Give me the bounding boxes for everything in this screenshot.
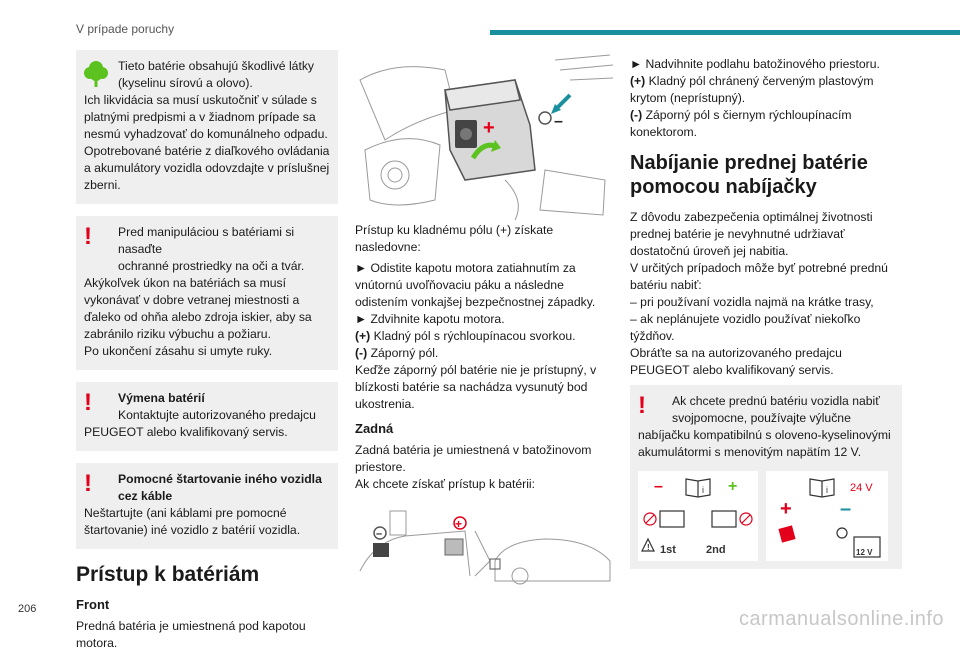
label-2nd: 2nd [706,544,726,556]
right-text-p6: – pri používaní vozidla najmä na krátke trasy, [630,295,874,309]
subsection-rear: Zadná [355,421,394,436]
svg-text:+: + [728,478,738,495]
mid-text-p1: Prístup ku kladnému pólu (+) získate nasledovne: [355,223,554,254]
label-24v: 24 V [850,482,873,494]
label-1st: 1st [660,544,676,556]
section-title-charging: Nabíjanie prednej batérie pomocou nabíjačky [630,152,868,198]
svg-text:i: i [702,485,704,495]
mid-text-p3: ► Zdvihnite kapotu motora. [355,312,505,326]
warning-box3-title1: Pomocné štartovanie iného vozidla [118,472,322,486]
negative-pole-text: Záporný pól. [367,346,439,360]
right-text-p8: Obráťte sa na autorizovaného predajcu PEUGEOT alebo kvalifikovaný servis. [630,346,842,377]
charger-panel-right [766,471,888,561]
eco-info-box [76,50,338,204]
charger-warning-line2: svojpomocne, používajte výlučne [672,411,851,425]
warning-box-protection [76,216,338,370]
right-text-p2 [630,73,902,107]
positive-pole-text: Kladný pól s rýchloupínacou svorkou. [370,329,576,343]
rear-negative-label: (-) [630,108,643,122]
right-text-p5: V určitých prípadoch môže byť potrebné prednú batériu nabiť: [630,261,888,292]
right-text-p7: – ak neplánujete vozidlo používať niekoľko týždňov. [630,312,861,343]
label-12v: 12 V [856,548,873,557]
svg-text:–: – [654,478,663,495]
front-text: Predná batéria je umiestnená pod kapotou motora. [76,619,306,650]
warning-box2-text: PEUGEOT alebo kvalifikovaný servis. [84,425,288,439]
section-title-battery-access: Prístup k batériám [76,563,260,586]
warning-box-battery-replacement [76,382,338,451]
eco-box-text: Ich likvidácia sa musí uskutočniť v súlade s platnými predpismi a v žiadnom prípade sa nesmú vyhadzovať do komunálneho odpadu. Opotrebované batérie z diaľkového ovládania a akumulátory vozidla odovzdajte v príslušnej zberni. [84,93,330,192]
warning-box-jump-start [76,463,338,549]
page-number: 206 [18,603,37,615]
mid-text-p8: Ak chcete získať prístup k batérii: [355,477,536,491]
right-text-p4: Z dôvodu zabezpečenia optimálnej životnosti prednej batérie je nevyhnutné udržiavať dostatočnú úroveň jej nabitia. [630,210,873,258]
subsection-front: Front [76,597,110,612]
mid-text-p2: ► Odistite kapotu motora zatiahnutím za vnútornú uvoľňovaciu páku a následne odistením vonkajšej bezpečnostnej západky. [355,261,596,309]
eco-box-line2: (kyselinu sírovú a olovo). [118,76,253,90]
rear-positive-text: Kladný pól chránený červeným plastovým krytom (neprístupný). [630,74,874,105]
charger-warning-line1: Ak chcete prednú batériu vozidla nabiť [672,394,880,408]
warning-box3-title2: cez káble [118,489,173,503]
right-column [630,56,902,581]
warning-box2-title: Výmena batérií [118,391,205,405]
rear-battery-illustration [355,501,617,581]
svg-text:!: ! [647,543,650,552]
svg-text:i: i [826,485,828,495]
svg-text:–: – [554,113,563,130]
right-text-p1: ► Nadvihnite podlahu batožinového priestoru. [630,57,880,71]
tree-icon [84,59,108,89]
left-column [76,50,338,656]
warning-box1-text: Akýkoľvek úkon na batériách sa musí vykonávať v dobre vetranej miestnosti a ďaleko od ohňa alebo zdroja iskier, aby sa zabránilo riziku výbuchu a požiaru. [84,276,312,341]
header-accent-bar [490,30,960,35]
watermark: carmanualsonline.info [738,608,944,630]
charger-warning-text: nabíjačku kompatibilnú s oloveno-kyselinovými akumulátormi s menovitým napätím 12 V. [638,428,891,459]
warning-box1-text2: Po ukončení zásahu si umyte ruky. [84,344,273,358]
svg-text:–: – [840,498,852,520]
svg-text:–: – [376,528,383,540]
warning-icon: ! [84,223,92,250]
svg-text:+: + [483,117,495,139]
svg-text:+: + [455,517,463,531]
book-icon [810,479,834,497]
rear-positive-label: (+) [630,74,646,88]
mid-text-p4 [355,328,617,345]
page-header-title: V prípade poruchy [76,22,175,36]
negative-pole-label: (-) [355,346,368,360]
charger-panel-left [638,471,758,561]
warning-box-charger [630,385,902,569]
charger-illustration [638,471,894,561]
mid-text-p5 [355,345,617,362]
right-text-p3 [630,107,902,141]
warning-box1-line1: Pred manipuláciou s batériami si nasaďte [118,225,295,256]
warning-icon: ! [84,389,92,416]
middle-column [355,50,617,581]
warning-icon: ! [84,470,92,497]
warning-box3-text: Neštartujte (ani káblami pre pomocné štartovanie) iné vozidlo z batérií vozidla. [84,506,301,537]
warning-box2-line2: Kontaktujte autorizovaného predajcu [118,408,316,422]
mid-text-p6: Keďže záporný pól batérie nie je prístupný, v blízkosti batérie sa nachádza vysunutý bod ukostrenia. [355,363,597,411]
mid-text-p7: Zadná batéria je umiestnená v batožinovom priestore. [355,443,592,474]
warning-box1-line2: ochranné prostriedky na oči a tvár. [118,259,305,273]
rear-negative-text: Záporný pól s čiernym rýchloupínacím konektorom. [630,108,852,139]
warning-icon: ! [638,392,646,419]
book-icon [686,479,710,497]
engine-bay-illustration [355,50,617,222]
positive-pole-label: (+) [355,329,371,343]
svg-text:+: + [780,498,792,520]
eco-box-line1: Tieto batérie obsahujú škodlivé látky [118,59,315,73]
